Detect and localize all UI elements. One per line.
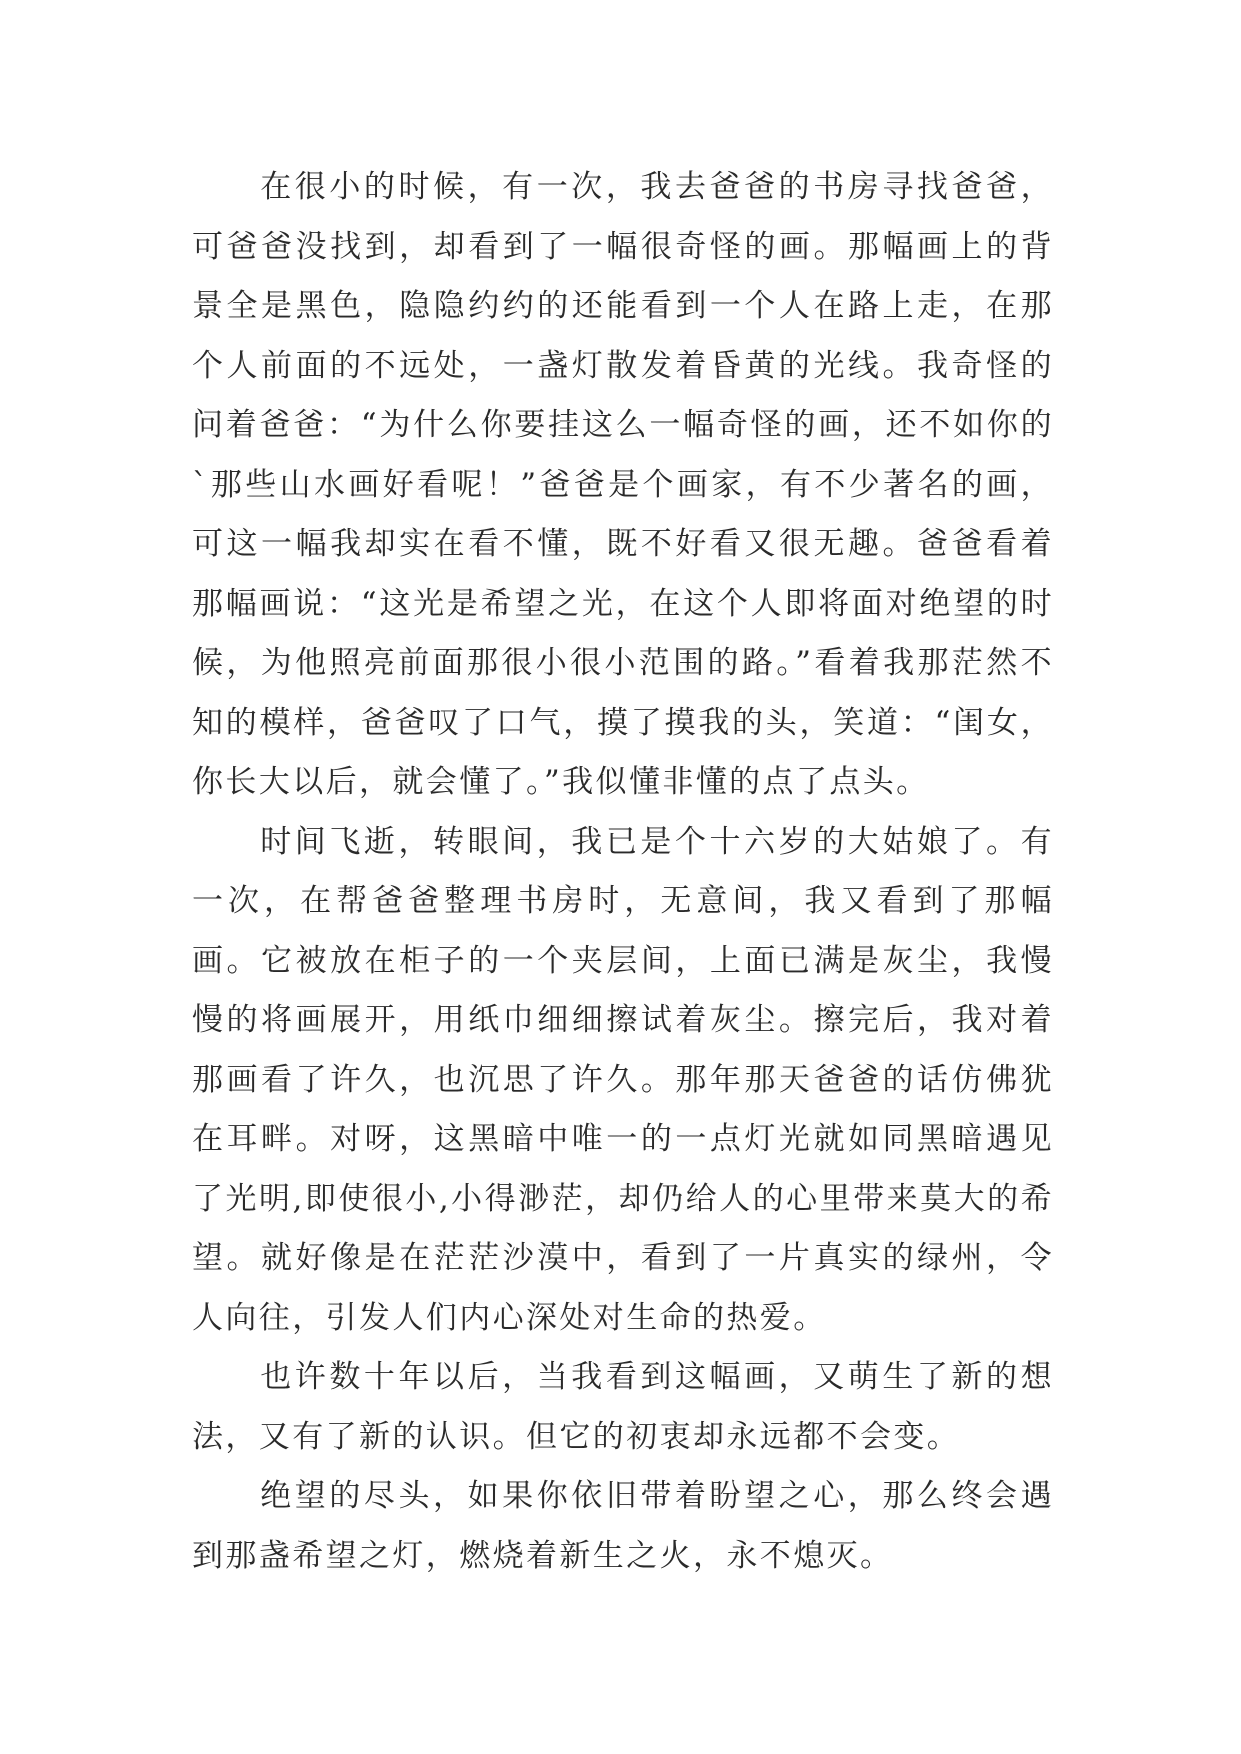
paragraph-4: 绝望的尽头，如果你依旧带着盼望之心，那么终会遇到那盏希望之灯，燃烧着新生之火，永不熄灭。 <box>192 1478 1054 1574</box>
paragraph-1: 在很小的时候，有一次，我去爸爸的书房寻找爸爸，可爸爸没找到，却看到了一幅很奇怪的画。那幅画上的背景全是黑色，隐隐约约的还能看到一个人在路上走，在那个人前面的不远处，一盏灯散发着昏黄的光线。我奇怪的问着爸爸：“为什么你要挂这么一幅奇怪的画，还不如你的`那些山水画好看呢！”爸爸是个画家，有不少著名的画，可这一幅我却实在看不懂，既不好看又很无趣。爸爸看着那幅画说：“这光是希望之光，在这个人即将面对绝望的时候，为他照亮前面那很小很小范围的路。”看着我那茫然不知的模样，爸爸叹了口气，摸了摸我的头，笑道：“闺女，你长大以后，就会懂了。”我似懂非懂的点了点头。 <box>192 169 1054 800</box>
paragraph-3: 也许数十年以后，当我看到这幅画，又萌生了新的想法，又有了新的认识。但它的初衷却永远都不会变。 <box>192 1359 1054 1455</box>
paragraph-2: 时间飞逝，转眼间，我已是个十六岁的大姑娘了。有一次，在帮爸爸整理书房时，无意间，我又看到了那幅画。它被放在柜子的一个夹层间，上面已满是灰尘，我慢慢的将画展开，用纸巾细细擦试着灰尘。擦完后，我对着那画看了许久，也沉思了许久。那年那天爸爸的话仿佛犹在耳畔。对呀，这黑暗中唯一的一点灯光就如同黑暗遇见了光明,即使很小,小得渺茫，却仍给人的心里带来莫大的希望。就好像是在茫茫沙漠中，看到了一片真实的绿州，令人向往，引发人们内心深处对生命的热爱。 <box>192 823 1054 1336</box>
document-body <box>192 158 1054 1586</box>
